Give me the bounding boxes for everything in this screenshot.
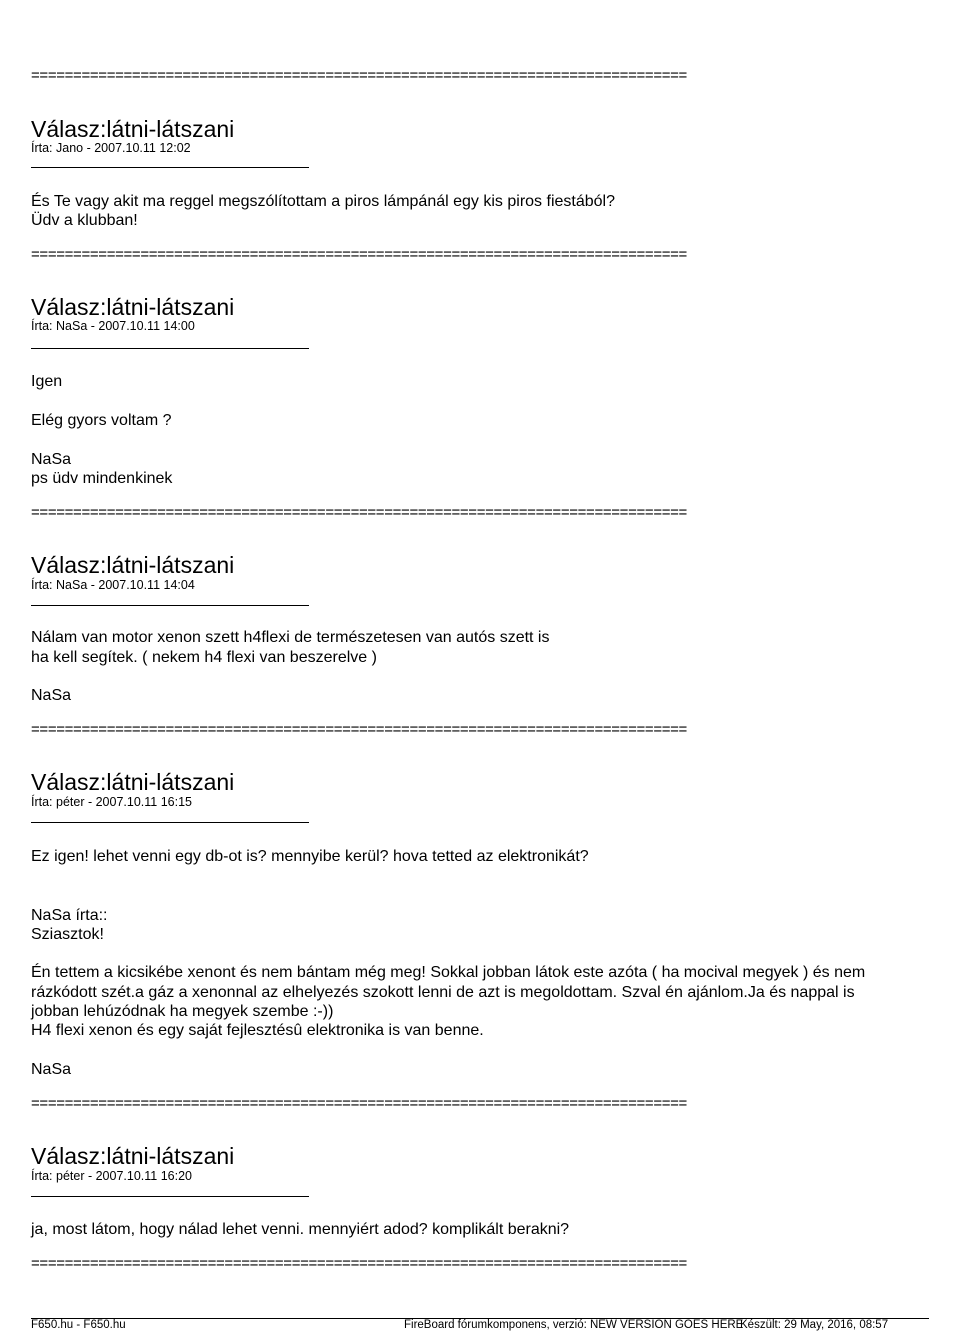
separator-line: ==============================================================================	[31, 721, 687, 738]
post-text-line: ps üdv mindenkinek	[31, 470, 173, 487]
post-meta: Írta: Jano - 2007.10.11 12:02	[31, 141, 191, 155]
post-meta: Írta: péter - 2007.10.11 16:20	[31, 1169, 192, 1183]
post-meta: Írta: péter - 2007.10.11 16:15	[31, 795, 192, 809]
separator-line: ==============================================================================	[31, 504, 687, 521]
post-text-line: NaSa	[31, 1061, 72, 1078]
post-text-line: H4 flexi xenon és egy saját fejlesztésû elektronika is van benne.	[31, 1022, 484, 1039]
post-text-line: ja, most látom, hogy nálad lehet venni. mennyiért adod? komplikált berakni?	[31, 1221, 570, 1238]
post-divider	[31, 348, 309, 349]
post-text-line: Sziasztok!	[31, 926, 104, 943]
post-divider	[31, 1196, 309, 1197]
separator-line: ==============================================================================	[31, 1095, 687, 1112]
post-title: Válasz:látni-látszani	[31, 769, 235, 795]
post-title: Válasz:látni-látszani	[31, 552, 235, 578]
footer-site: F650.hu - F650.hu	[31, 1319, 126, 1331]
post-text-line: NaSa írta::	[31, 907, 108, 924]
post-text-line: Nálam van motor xenon szett h4flexi de természetesen van autós szett is	[31, 629, 550, 646]
post-text-line: Elég gyors voltam ?	[31, 412, 172, 429]
post-divider	[31, 167, 309, 168]
post-text-line: rázkódott szét.a gáz a xenonnal az elhelyezés szokott lenni de azt is megoldottam. Szval én ajánlom.Ja és nappal is	[31, 984, 855, 1001]
post-title: Válasz:látni-látszani	[31, 1143, 235, 1169]
post-text-line: NaSa	[31, 687, 72, 704]
post-title: Válasz:látni-látszani	[31, 294, 235, 320]
post-text-line: Üdv a klubban!	[31, 212, 138, 229]
post-text-line: Igen	[31, 373, 63, 390]
separator-line: ==============================================================================	[31, 246, 687, 263]
separator-line: ==============================================================================	[31, 67, 687, 84]
post-meta: Írta: NaSa - 2007.10.11 14:04	[31, 578, 195, 592]
post-divider	[31, 822, 309, 823]
post-divider	[31, 605, 309, 606]
post-text-line: És Te vagy akit ma reggel megszólítottam a piros lámpánál egy kis piros fiestából?	[31, 193, 615, 210]
post-text-line: jobban lehúzódnak ha megyek szembe :-))	[31, 1003, 334, 1020]
post-text-line: Én tettem a kicsikébe xenont és nem bántam még meg! Sokkal jobban látok este azóta ( ha mocival megyek ) és nem	[31, 964, 866, 981]
post-text-line: Ez igen! lehet venni egy db-ot is? mennyibe kerül? hova tetted az elektronikát?	[31, 848, 589, 865]
footer-generated: Készült: 29 May, 2016, 08:57	[740, 1319, 889, 1331]
post-title: Válasz:látni-látszani	[31, 116, 235, 142]
separator-line: ==============================================================================	[31, 1255, 687, 1272]
post-text-line: ha kell segítek. ( nekem h4 flexi van beszerelve )	[31, 649, 377, 666]
post-text-line: NaSa	[31, 451, 72, 468]
footer-component: FireBoard fórumkomponens, verzió: NEW VERSION GOES HERE	[404, 1319, 744, 1331]
post-meta: Írta: NaSa - 2007.10.11 14:00	[31, 319, 195, 333]
